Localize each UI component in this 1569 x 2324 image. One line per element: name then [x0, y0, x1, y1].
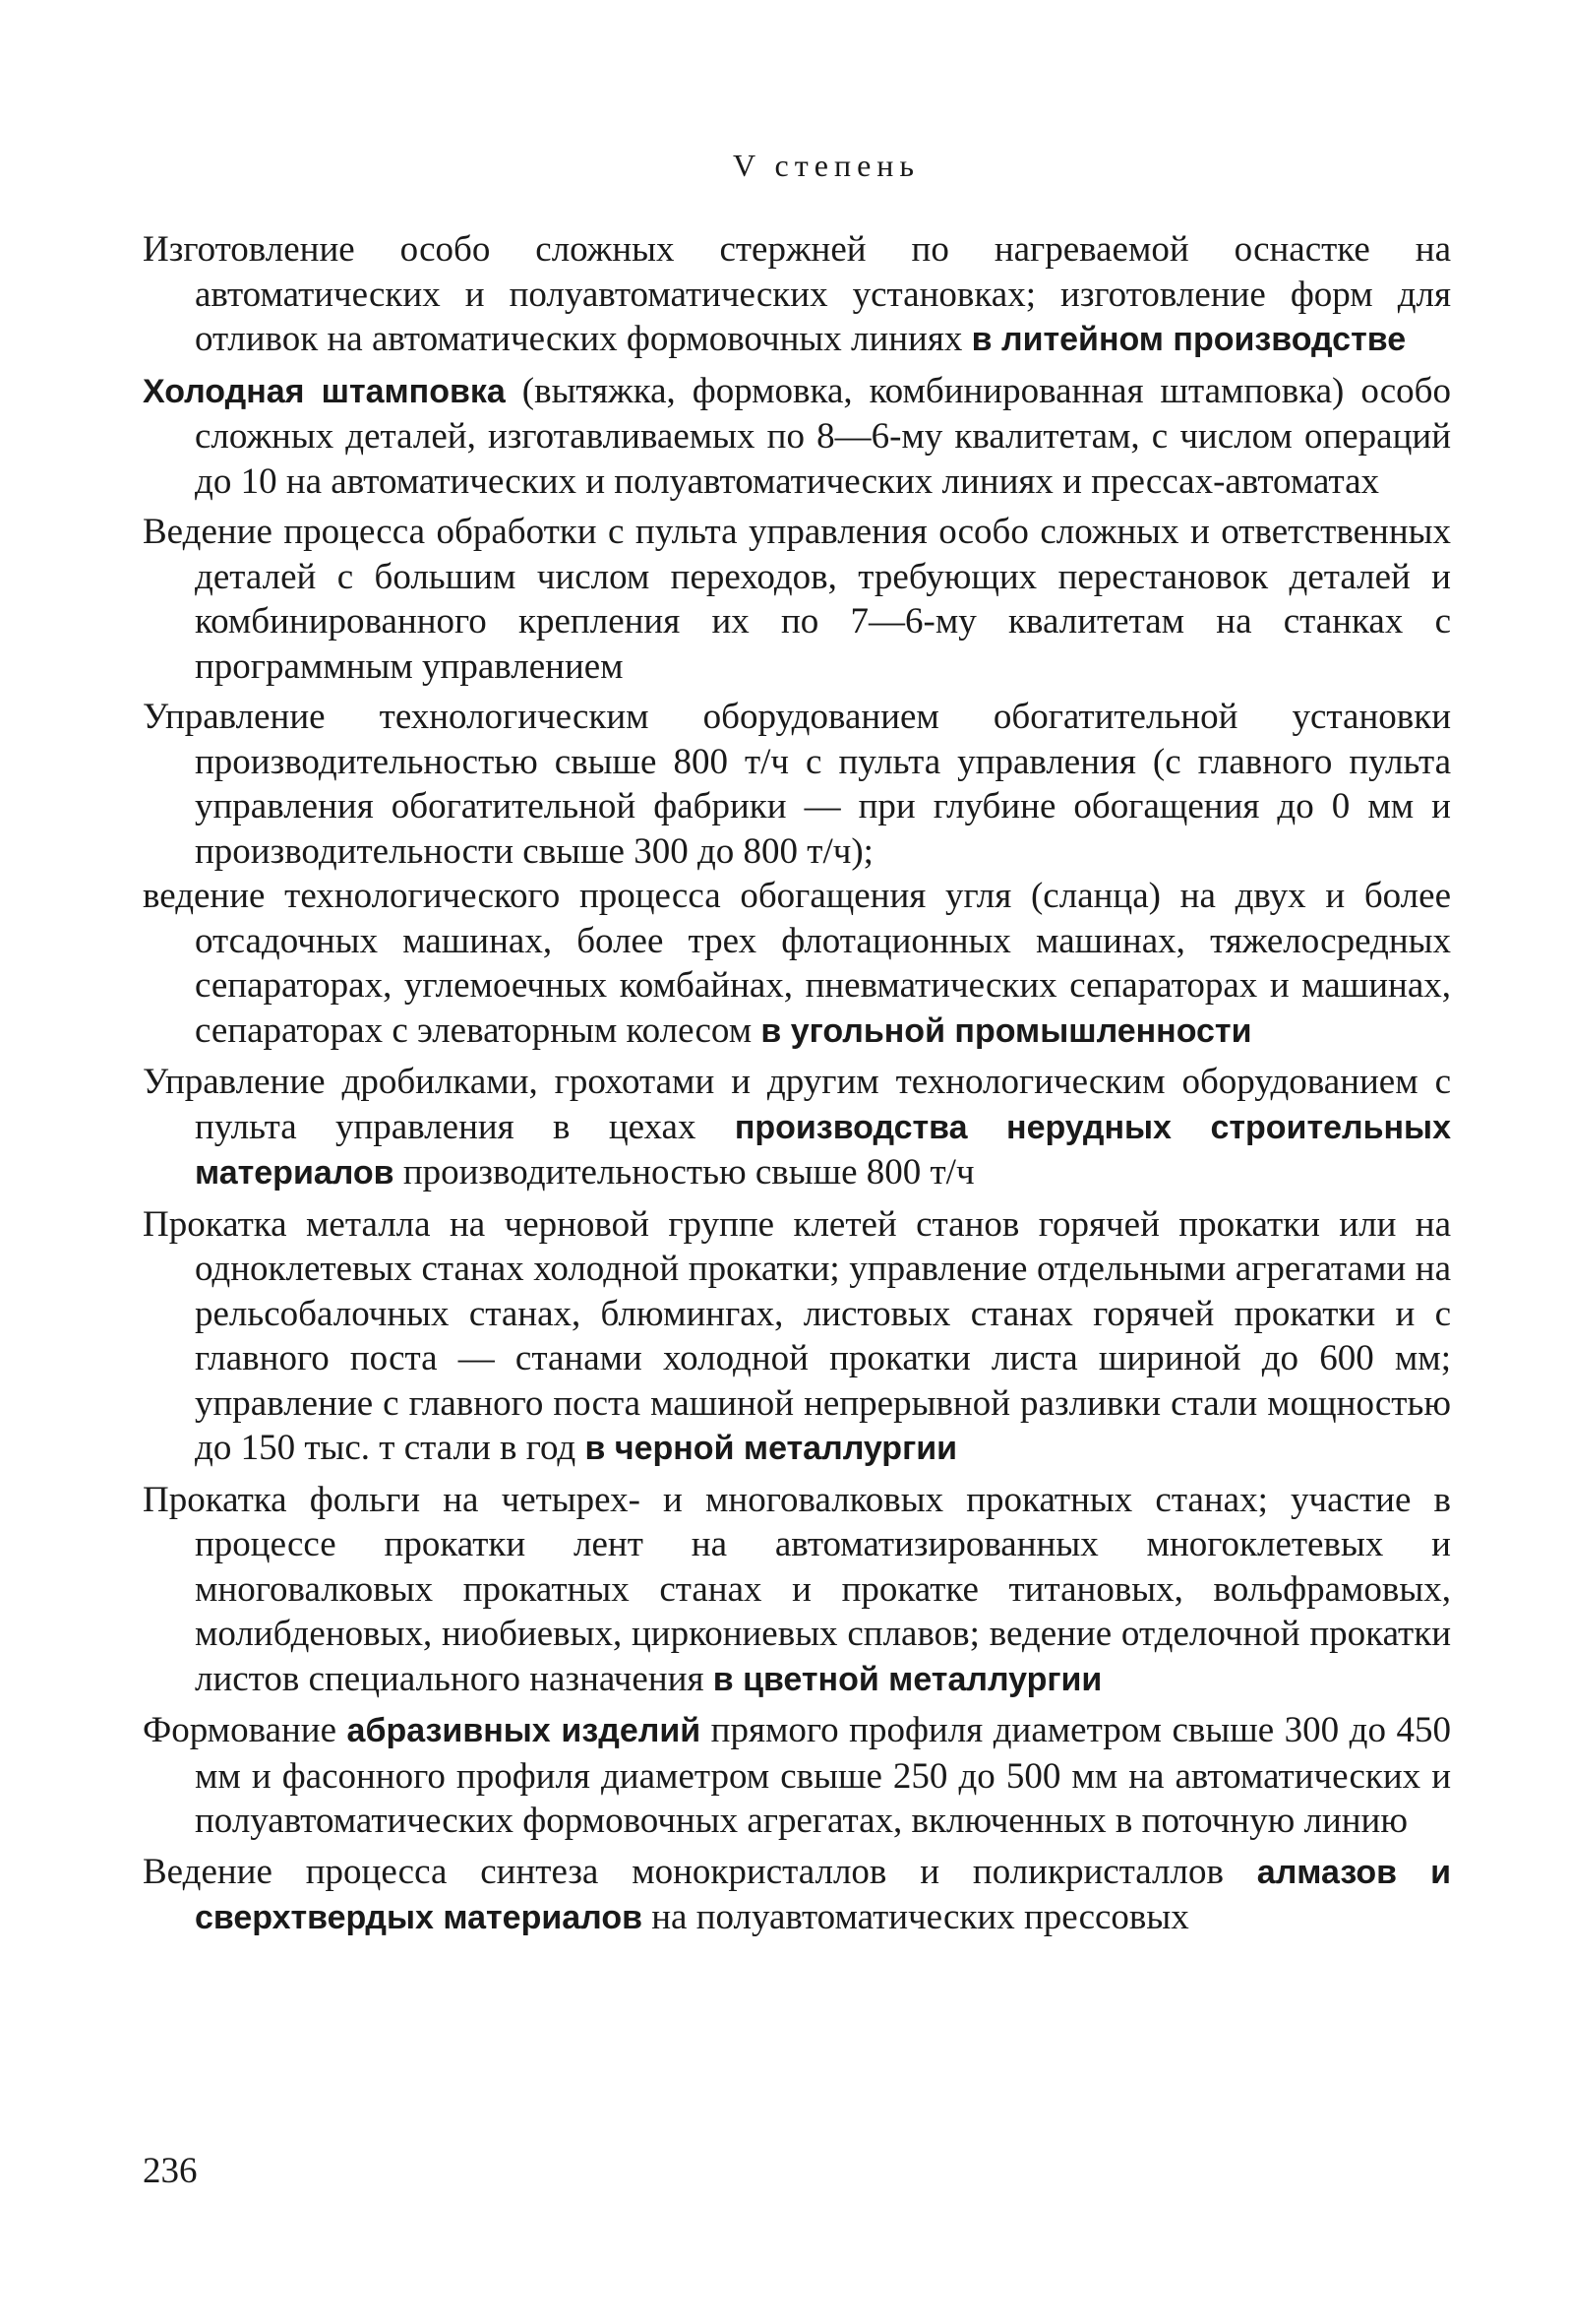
entry-text: Прокатка металла на черновой группе клетей станов горячей прокатки или на одноклетевых станах холодной прокатки; управление отдельными агрегатами на рельсобалочных станах, блюмингах, листовых станах горячей прокатки и с главного поста — станами холодной прокатки листа шириной до 600 мм; управление с главного поста машиной непрерывной разливки стали мощностью до 150 тыс. т стали в год — [143, 1203, 1451, 1468]
entry-text: производительностью свыше 800 т/ч — [393, 1152, 975, 1193]
entry-bold-text: в угольной промышленности — [760, 1011, 1252, 1050]
entry-text: ведение технологического процесса обогащения угля (сланца) на двух и более отсадочных машинах, более трех флотационных машинах, тяжелосредных сепараторах, углемоечных комбайнах, пневматических сепараторах и машинах, сепараторах с элеваторным колесом — [143, 876, 1451, 1051]
page-body — [143, 148, 1451, 1947]
entry-paragraph — [143, 1850, 1451, 1941]
entry-paragraph — [143, 1060, 1451, 1196]
entry-paragraph — [143, 369, 1451, 505]
entry-bold-text: в черной металлургии — [584, 1430, 958, 1467]
entry-bold-text: абразивных изделий — [346, 1712, 701, 1749]
entry-text: (вытяжка, формовка, комбинированная штамповка) особо сложных деталей, изготавливаемых по 8—6-му квалитетам, с числом операций до 10 на автоматических и полуавтоматических линиях и прессах-автоматах — [195, 370, 1452, 502]
entry-text: Управление дробилками, грохотами и другим технологическим оборудованием с пульта управления в цехах — [143, 1062, 1451, 1147]
entry-text: прямого профиля диаметром свыше 300 до 450 мм и фасонного профиля диаметром свыше 250 до 500 мм на автоматических и полуавтоматических формовочных агрегатах, включенных в поточную линию — [195, 1710, 1451, 1841]
section-heading: V степень — [733, 148, 920, 183]
entry-bold-text: алмазов и сверхтвердых материалов — [195, 1853, 1452, 1936]
entry-text: Формование — [143, 1710, 347, 1750]
entry-text: Прокатка фольги на четырех- и многовалковых прокатных станах; участие в процессе прокатки лент на автоматизированных многоклетевых и многовалковых прокатных станах и прокатке титановых, вольфрамовых, молибденовых, ниобиевых, циркониевых сплавов; ведение отделочной прокатки листов специального назначения — [143, 1479, 1451, 1699]
entry-text: Управление технологическим оборудованием обогатительной установки производительностью свыше 800 т/ч с пульта управления (с главного пульта управления обогатительной фабрики — при глубине обогащения до 0 мм и производительности свыше 300 до 800 т/ч); — [143, 697, 1451, 872]
entry-paragraph — [143, 695, 1451, 874]
entry-paragraph — [143, 1202, 1451, 1472]
entry-paragraph — [143, 874, 1451, 1054]
entry-text: Ведение процесса синтеза монокристаллов и поликристаллов — [143, 1851, 1257, 1892]
entry-text: на полуавтоматических прессовых — [641, 1897, 1189, 1937]
entries-list — [143, 227, 1451, 1941]
entry-paragraph — [143, 1478, 1451, 1703]
entry-text: Изготовление особо сложных стержней по нагреваемой оснастке на автоматических и полуавтоматических установках; изготовление форм для отливок на автоматических формовочных линиях — [143, 229, 1451, 359]
entry-paragraph — [143, 1708, 1451, 1844]
entry-bold-text: в литейном производстве — [971, 321, 1407, 358]
entry-paragraph — [143, 227, 1451, 363]
page-number: 236 — [143, 2151, 198, 2191]
entry-bold-text: в цветной металлургии — [712, 1660, 1103, 1698]
entry-paragraph — [143, 510, 1451, 689]
entry-text: Ведение процесса обработки с пульта управления особо сложных и ответственных деталей с большим числом переходов, требующих перестановок деталей и комбинированного крепления их по 7—6-му квалитетам на станках с программным управлением — [143, 512, 1451, 687]
entry-bold-text: производства нерудных строительных материалов — [195, 1108, 1451, 1192]
entry-bold-text: Холодная штамповка — [143, 372, 506, 410]
